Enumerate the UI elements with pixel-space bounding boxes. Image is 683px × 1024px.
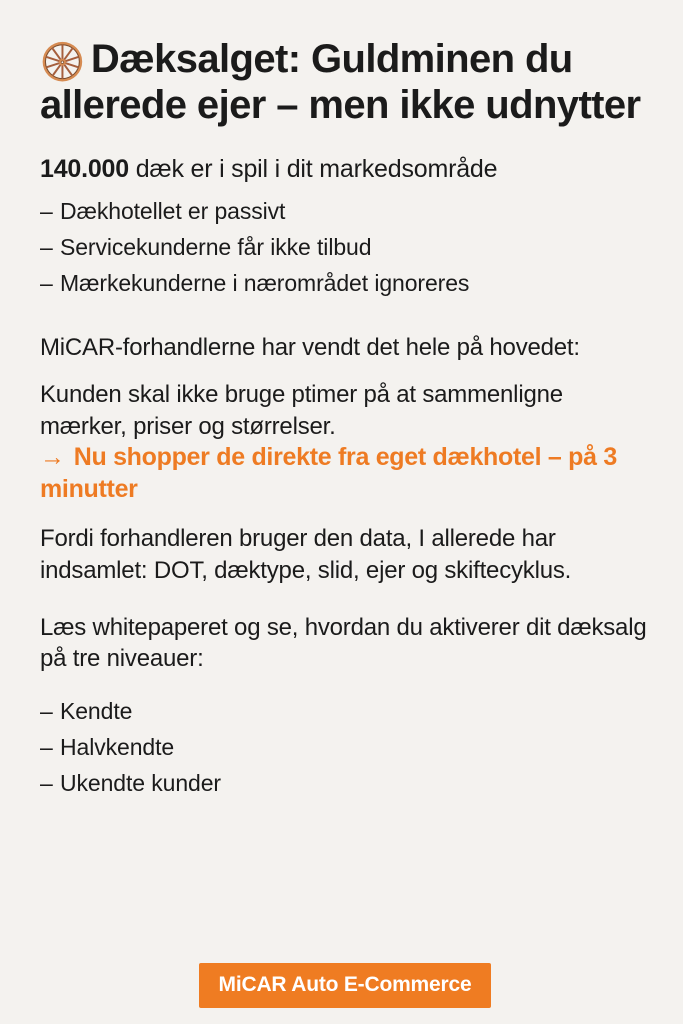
list-item bbox=[40, 193, 650, 229]
levels-list bbox=[40, 693, 650, 802]
dash-bullet-icon: – bbox=[40, 734, 53, 761]
problem-list bbox=[40, 193, 650, 302]
lead-number: 140.000 bbox=[40, 154, 129, 183]
micar-auto-ecommerce-button[interactable]: MiCAR Auto E-Commerce bbox=[199, 963, 492, 1008]
dash-bullet-icon: – bbox=[40, 270, 53, 297]
callout-highlight bbox=[40, 442, 650, 505]
list-item-label: Mærkekunderne i nærområdet ignoreres bbox=[60, 270, 470, 297]
dash-bullet-icon: – bbox=[40, 697, 53, 724]
headline-text: Dæksalget: Guldminen du allerede ejer – men ikke udnytter bbox=[40, 37, 641, 128]
tire-icon: 🛞 bbox=[40, 41, 85, 82]
callout-text: Nu shopper de direkte fra eget dækhotel – på 3 minutter bbox=[40, 443, 617, 503]
dash-bullet-icon: – bbox=[40, 197, 53, 224]
list-item-label: Ukendte kunder bbox=[60, 770, 221, 797]
list-item-label: Halvkendte bbox=[60, 734, 175, 761]
reason-paragraph: Fordi forhandleren bruger den data, I allerede har indsamlet: DOT, dæktype, slid, ejer og skiftecyklus. bbox=[40, 525, 572, 584]
page-title bbox=[40, 36, 650, 129]
list-item bbox=[40, 229, 650, 265]
list-item bbox=[40, 265, 650, 301]
list-item bbox=[40, 729, 650, 765]
solution-heading: MiCAR-forhandlerne har vendt det hele på hovedet: bbox=[40, 333, 580, 361]
list-item bbox=[40, 765, 650, 801]
cta-intro-paragraph: Læs whitepaperet og se, hvordan du aktiverer dit dæksalg på tre niveauer: bbox=[40, 613, 647, 673]
dash-bullet-icon: – bbox=[40, 770, 53, 797]
lead-statement bbox=[40, 153, 650, 185]
list-item-label: Dækhotellet er passivt bbox=[60, 197, 286, 224]
list-item bbox=[40, 693, 650, 729]
dash-bullet-icon: – bbox=[40, 234, 53, 261]
list-item-label: Kendte bbox=[60, 697, 133, 724]
arrow-right-icon: → bbox=[40, 443, 65, 472]
list-item-label: Servicekunderne får ikke tilbud bbox=[60, 234, 372, 261]
cta-container bbox=[40, 963, 650, 1024]
lead-rest: dæk er i spil i dit markedsområde bbox=[128, 154, 498, 183]
solution-body: Kunden skal ikke bruge ptimer på at sammenligne mærker, priser og størrelser. bbox=[40, 381, 563, 440]
